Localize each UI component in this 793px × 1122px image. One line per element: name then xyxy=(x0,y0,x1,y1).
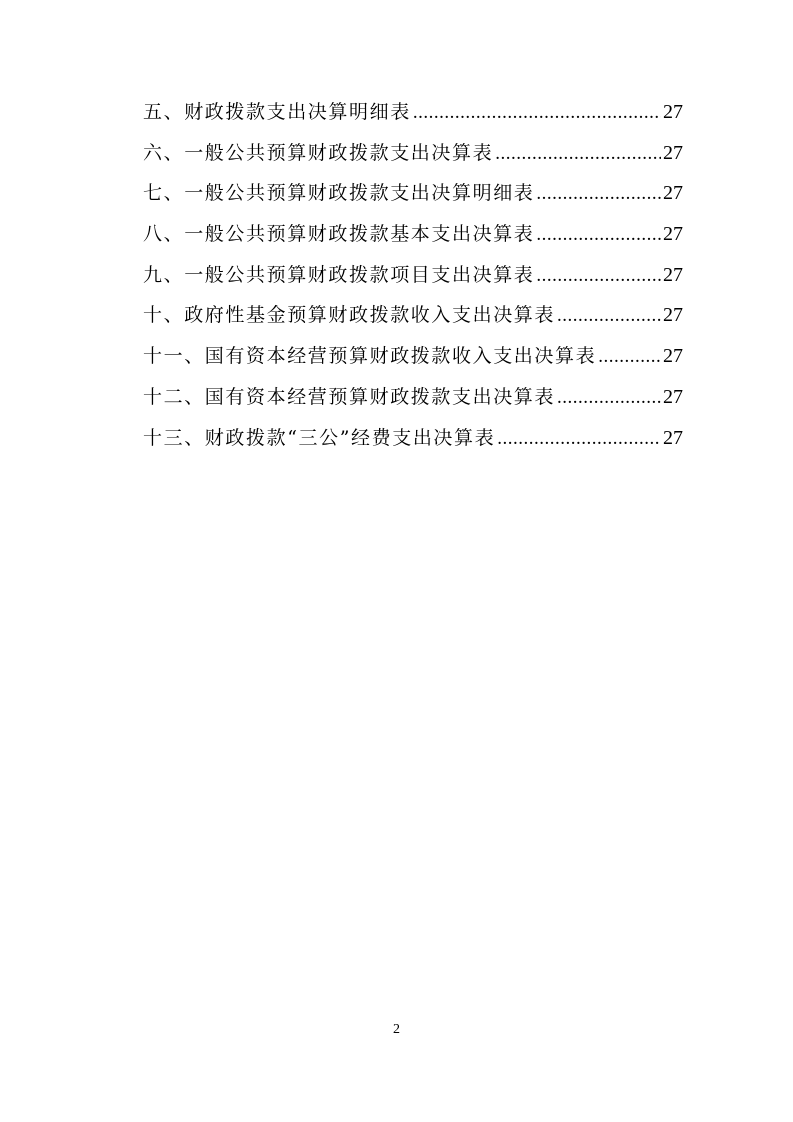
table-of-contents xyxy=(143,92,683,458)
toc-dot-leader xyxy=(413,93,661,134)
toc-entry-title: 八、一般公共预算财政拨款基本支出决算表 xyxy=(143,223,535,246)
toc-entry-title: 六、一般公共预算财政拨款支出决算表 xyxy=(143,141,494,164)
toc-entry[interactable] xyxy=(143,214,683,255)
toc-dot-leader xyxy=(557,296,661,337)
toc-entry-title: 五、财政拨款支出决算明细表 xyxy=(143,101,411,123)
toc-entry-title: 九、一般公共预算财政拨款项目支出决算表 xyxy=(143,263,535,286)
toc-entry-page: 27 xyxy=(663,426,683,449)
toc-entry-title: 十三、财政拨款“三公”经费支出决算表 xyxy=(143,426,496,449)
toc-entry-title: 十二、国有资本经营预算财政拨款支出决算表 xyxy=(143,385,556,408)
toc-entry[interactable] xyxy=(143,133,683,174)
toc-entry[interactable] xyxy=(143,336,683,377)
toc-dot-leader xyxy=(536,256,661,297)
toc-entry[interactable] xyxy=(143,418,683,459)
toc-dot-leader xyxy=(497,419,661,460)
toc-entry-title: 七、一般公共预算财政拨款支出决算明细表 xyxy=(143,182,535,205)
toc-dot-leader xyxy=(598,337,661,378)
toc-entry-page: 27 xyxy=(663,223,683,246)
toc-entry[interactable] xyxy=(143,173,683,214)
toc-entry-page: 27 xyxy=(663,182,683,205)
page-number: 2 xyxy=(393,1022,400,1037)
toc-entry[interactable] xyxy=(143,255,683,296)
toc-dot-leader xyxy=(557,378,661,419)
toc-entry[interactable] xyxy=(143,92,683,133)
toc-entry-page: 27 xyxy=(663,304,683,327)
toc-entry-page: 27 xyxy=(663,263,683,286)
toc-entry-title: 十一、国有资本经营预算财政拨款收入支出决算表 xyxy=(143,345,597,368)
toc-entry[interactable] xyxy=(143,377,683,418)
toc-entry-page: 27 xyxy=(663,101,683,123)
toc-entry-page: 27 xyxy=(663,141,683,164)
toc-entry-title: 十、政府性基金预算财政拨款收入支出决算表 xyxy=(143,304,556,327)
toc-dot-leader xyxy=(536,215,661,256)
toc-entry-page: 27 xyxy=(663,345,683,368)
toc-entry-page: 27 xyxy=(663,385,683,408)
toc-dot-leader xyxy=(495,134,661,175)
toc-dot-leader xyxy=(536,174,661,215)
toc-entry[interactable] xyxy=(143,295,683,336)
